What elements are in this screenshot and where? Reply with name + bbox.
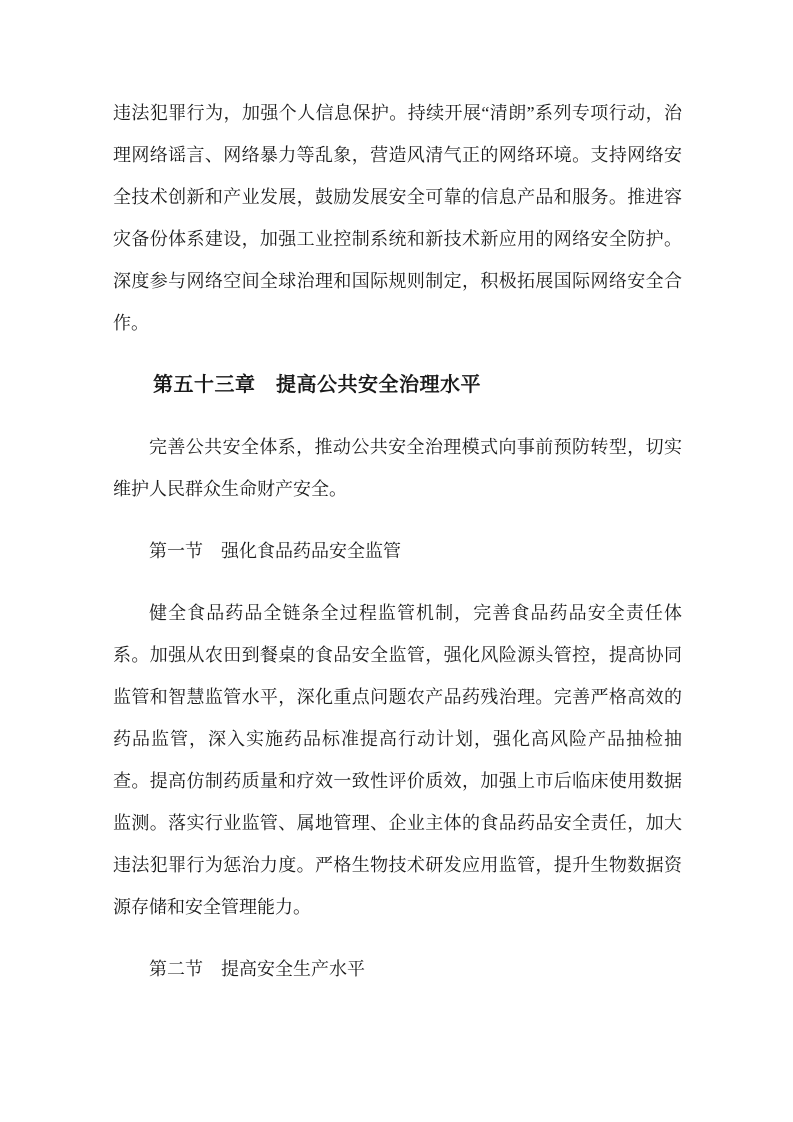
paragraph-continued: 违法犯罪行为，加强个人信息保护。持续开展“清朗”系列专项行动，治理网络谣言、网络暴力等乱象，营造风清气正的网络环境。支持网络安全技术创新和产业发展，鼓励发展安全可靠的信息产品和服务。推进容灾备份体系建设，加强工业控制系统和新技术新应用的网络安全防护。深度参与网络空间全球治理和国际规则制定，积极拓展国际网络安全合作。 — [113, 103, 682, 333]
section-1-heading: 第一节 强化食品药品安全监管 — [149, 541, 401, 561]
section-2-heading: 第二节 提高安全生产水平 — [149, 959, 365, 979]
chapter-heading: 第五十三章 提高公共安全治理水平 — [153, 374, 481, 396]
section-1-paragraph: 健全食品药品全链条全过程监管机制，完善食品药品安全责任体系。加强从农田到餐桌的食品安全监管，强化风险源头管控，提高协同监管和智慧监管水平，深化重点问题农产品药残治理。完善严格高效的药品监管，深入实施药品标准提高行动计划，强化高风险产品抽检抽查。提高仿制药质量和疗效一致性评价质效，加强上市后临床使用数据监测。落实行业监管、属地管理、企业主体的食品药品安全责任，加大违法犯罪行为惩治力度。严格生物技术研发应用监管，提升生物数据资源存储和安全管理能力。 — [113, 603, 682, 917]
chapter-intro-paragraph: 完善公共安全体系，推动公共安全治理模式向事前预防转型，切实维护人民群众生命财产安全。 — [113, 437, 682, 499]
